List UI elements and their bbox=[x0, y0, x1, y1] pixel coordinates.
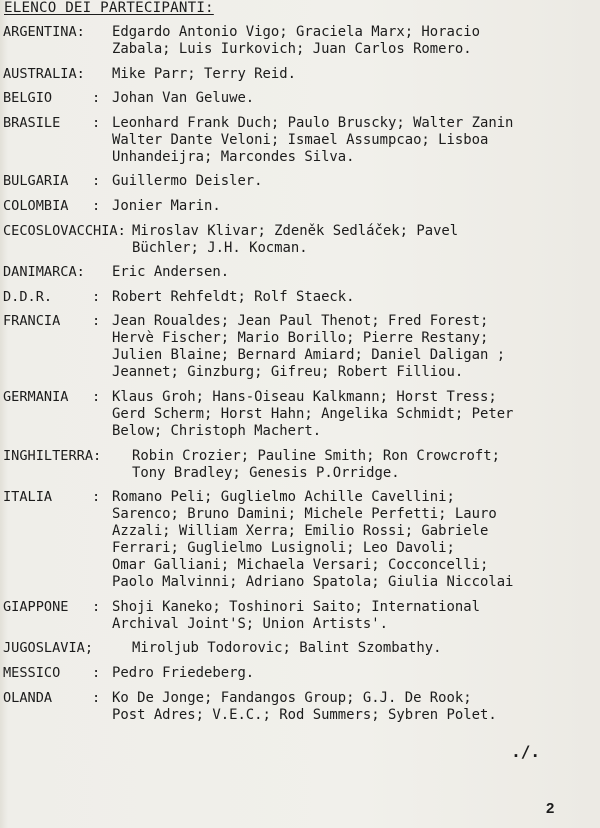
country-label: AUSTRALIA: bbox=[3, 65, 85, 82]
names-line: Archival Joint'S; Union Artists'. bbox=[112, 615, 388, 632]
country-label: FRANCIA bbox=[3, 313, 61, 330]
country-separator: : bbox=[92, 197, 101, 214]
names-line: Gerd Scherm; Horst Hahn; Angelika Schmidt; Peter bbox=[112, 405, 514, 422]
names-line: Pedro Friedeberg. bbox=[112, 664, 255, 681]
participant-entry bbox=[0, 264, 600, 281]
country-label: ARGENTINA: bbox=[3, 24, 85, 40]
country-label: GERMANIA bbox=[3, 388, 69, 405]
names-line: Below; Christoph Machert. bbox=[112, 422, 322, 439]
country-label: COLOMBIA bbox=[3, 197, 69, 214]
names-line: Tony Bradley; Genesis P.Orridge. bbox=[132, 464, 400, 481]
country-label: BRASILE bbox=[3, 114, 61, 131]
country-label: CECOSLOVACCHIA: bbox=[3, 222, 126, 239]
participant-names bbox=[112, 173, 600, 190]
names-line: Ko De Jonge; Fandangos Group; G.J. De Rook; bbox=[112, 689, 472, 706]
names-line: Walter Dante Veloni; Ismael Assumpcao; Lisboa bbox=[112, 131, 489, 148]
names-line: Robin Crozier; Pauline Smith; Ron Crowcroft; bbox=[132, 447, 500, 464]
names-line: Post Adres; V.E.C.; Rod Summers; Sybren Polet. bbox=[112, 706, 497, 723]
participant-entry bbox=[0, 223, 600, 257]
names-line: Unhandeijra; Marcondes Silva. bbox=[112, 148, 355, 165]
country-label: DANIMARCA: bbox=[3, 264, 85, 281]
names-line: Ferrari; Guglielmo Lusignoli; Leo Davoli; bbox=[112, 540, 455, 557]
country-separator: : bbox=[92, 173, 101, 190]
participant-names bbox=[112, 599, 600, 633]
participant-entry bbox=[0, 640, 600, 657]
participant-names bbox=[112, 289, 600, 306]
country-label: BULGARIA bbox=[3, 173, 69, 190]
names-line: Shoji Kaneko; Toshinori Saito; International bbox=[112, 598, 480, 615]
participant-names bbox=[112, 264, 600, 281]
participant-entry bbox=[0, 665, 600, 682]
participant-entry bbox=[0, 115, 600, 166]
names-line: Leonhard Frank Duch; Paulo Bruscky; Walter Zanin bbox=[112, 114, 514, 131]
names-line: Julien Blaine; Bernard Amiard; Daniel Daligan ; bbox=[112, 347, 506, 364]
participant-names bbox=[112, 198, 600, 215]
participant-names bbox=[112, 313, 600, 381]
participant-entry bbox=[0, 313, 600, 381]
country-separator: : bbox=[92, 489, 101, 506]
participant-entry bbox=[0, 90, 600, 107]
names-line: Mike Parr; Terry Reid. bbox=[112, 65, 296, 82]
names-line: Omar Galliani; Michaela Versari; Cocconcelli; bbox=[112, 557, 489, 574]
participant-entry bbox=[0, 389, 600, 440]
participant-names bbox=[112, 665, 600, 682]
names-line: Paolo Malvinni; Adriano Spatola; Giulia Niccolai bbox=[112, 574, 514, 591]
country-separator: : bbox=[92, 664, 101, 681]
names-line: Romano Peli; Guglielmo Achille Cavellini; bbox=[112, 489, 455, 506]
participants-list bbox=[0, 24, 600, 731]
participant-names bbox=[132, 223, 600, 257]
participant-entry bbox=[0, 66, 600, 83]
participant-names bbox=[112, 24, 600, 58]
participant-names bbox=[112, 389, 600, 440]
participant-entry bbox=[0, 289, 600, 306]
country-separator: : bbox=[92, 288, 101, 305]
names-line: Eric Andersen. bbox=[112, 264, 230, 281]
participant-entry bbox=[0, 173, 600, 190]
participant-entry bbox=[0, 599, 600, 633]
names-line: Azzali; William Xerra; Emilio Rossi; Gabriele bbox=[112, 523, 489, 540]
country-separator: : bbox=[92, 689, 101, 706]
names-line: Jonier Marin. bbox=[112, 197, 221, 214]
country-label: GIAPPONE bbox=[3, 598, 69, 615]
names-line: Guillermo Deisler. bbox=[112, 173, 263, 190]
participant-names bbox=[112, 90, 600, 107]
names-line: Jeannet; Ginzburg; Gifreu; Robert Filliou. bbox=[112, 364, 464, 381]
country-label: INGHILTERRA: bbox=[3, 447, 102, 464]
continuation-mark: ./. bbox=[511, 742, 540, 761]
names-line: Johan Van Geluwe. bbox=[112, 90, 255, 107]
names-line: Miroslav Klivar; Zdeněk Sedláček; Pavel bbox=[132, 222, 459, 239]
country-separator: : bbox=[92, 388, 101, 405]
country-separator: : bbox=[92, 90, 101, 107]
participant-entry bbox=[0, 489, 600, 591]
participant-names bbox=[112, 115, 600, 166]
names-line: Sarenco; Bruno Damini; Michele Perfetti; Lauro bbox=[112, 506, 497, 523]
country-separator: : bbox=[92, 598, 101, 615]
participant-names bbox=[112, 66, 600, 83]
country-label: D.D.R. bbox=[3, 288, 53, 305]
names-line: Klaus Groh; Hans-Oiseau Kalkmann; Horst Tress; bbox=[112, 388, 497, 405]
country-separator: : bbox=[92, 114, 101, 131]
country-separator: : bbox=[92, 313, 101, 330]
names-line: Zabala; Luis Iurkovich; Juan Carlos Romero. bbox=[112, 41, 472, 57]
country-label: ITALIA bbox=[3, 489, 53, 506]
names-line: Robert Rehfeldt; Rolf Staeck. bbox=[112, 288, 355, 305]
country-label: BELGIO bbox=[3, 90, 53, 107]
participant-names bbox=[112, 489, 600, 591]
names-line: Miroljub Todorovic; Balint Szombathy. bbox=[132, 640, 442, 657]
names-line: Hervè Fischer; Mario Borillo; Pierre Restany; bbox=[112, 330, 489, 347]
page-title: ELENCO DEI PARTECIPANTI: bbox=[4, 0, 214, 16]
page-number: 2 bbox=[546, 800, 555, 817]
names-line: Jean Roualdes; Jean Paul Thenot; Fred Forest; bbox=[112, 313, 489, 330]
participant-entry bbox=[0, 448, 600, 482]
participant-names bbox=[112, 690, 600, 724]
names-line: Büchler; J.H. Kocman. bbox=[132, 239, 308, 256]
participant-names bbox=[132, 448, 600, 482]
country-label: MESSICO bbox=[3, 664, 61, 681]
participant-entry bbox=[0, 198, 600, 215]
country-label: OLANDA bbox=[3, 689, 53, 706]
participant-entry bbox=[0, 24, 600, 58]
names-line: Edgardo Antonio Vigo; Graciela Marx; Horacio bbox=[112, 24, 480, 40]
participant-names bbox=[132, 640, 600, 657]
country-label: JUGOSLAVIA; bbox=[3, 640, 94, 657]
participant-entry bbox=[0, 690, 600, 724]
